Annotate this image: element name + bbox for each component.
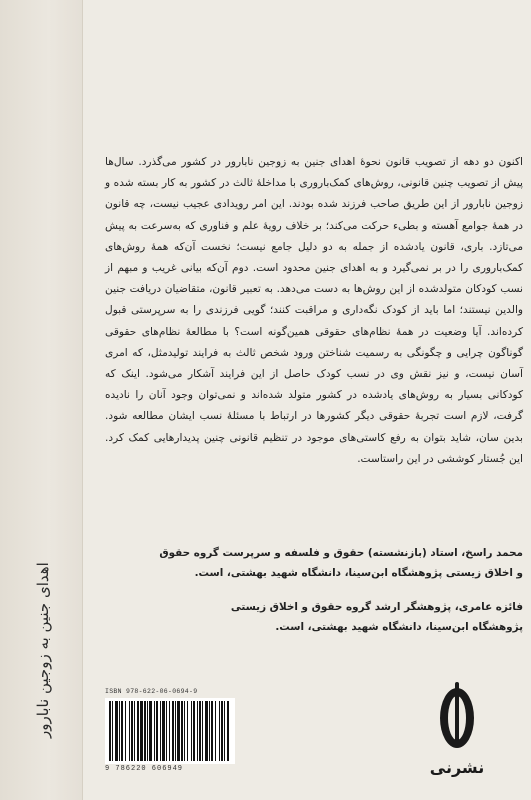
publisher-logo [427,680,487,782]
author-1-bio [105,543,523,583]
publisher-name: نشرنی [429,758,485,777]
blurb-text: اکنون دو دهه از تصویب قانون نحوهٔ اهدای جنین به زوجین نابارور در کشور می‌گذرد. سال‌ها پیش از تصویب چنین قانونی، روش‌های کمک‌باروری با مداخلهٔ ثالث در کشور به کار بسته شده و زوجین نابارور از این طریق صاحب فرزند شده بودند. این امر رویدادی عجیب نیست، چه قانون در همهٔ جوامع آهسته و بطیء حرکت می‌کند؛ بر خلاف رویهٔ علم و فناوری که به‌سرعت به پیش می‌تازد. باری، قانون یادشده از جمله به دو دلیل جامع نیست؛ نخست آن‌که همهٔ روش‌های کمک‌باروری را در بر نمی‌گیرد و به اهدای جنین محدود است. دوم آن‌که بیانی غریب و مبهم از نسب کودکان متولدشده از این روش‌ها به دست می‌دهد. به تعبیر قانون، متقاضیان دریافت جنین والدین نیستند؛ اما باید از کودک نگه‌داری و مراقبت کنند؛ گویی فرزندی را به سرپرستی قبول کرده‌اند. آیا وضعیت در همهٔ نظام‌های حقوقی همین‌گونه است؟ با مطالعهٔ نظام‌های حقوقی گوناگون چرایی و چگونگی به رسمیت شناختن ورود شخص ثالث به فرایند تولیدمثل، که امری آسان نیست، و نیز نقش وی در نسب کودک حاصل از این فرایند آشکار می‌شود. اینک که کودکانی بسیار به روش‌های یادشده در کشور متولد شده‌اند و نمی‌توان وجود آنان را نادیده گرفت، لازم است تجربهٔ حقوقی دیگر کشورها در ارتباط با مسئلهٔ نسب ایشان مطالعه شود. بدین سان، شاید بتوان به رفع کاستی‌های موجود در تنظیم قانونی چنین پدیدارهایی کمک کرد. این جُستار کوششی در این راستاست. [105,156,523,465]
isbn-label: ISBN 978-622-06-0694-9 [105,688,198,695]
publisher-reed-icon [432,680,482,752]
spine-title: اهدای جنین به زوجین نابارور [34,562,52,738]
author-2-line-1: فائزه عامری، پژوهشگر ارشد گروه حقوق و اخلاق زیستی [230,601,523,613]
author-2-bio [105,597,523,637]
barcode-number: 9 786220 606949 [105,765,184,773]
author-2-line-2: پژوهشگاه ابن‌سینا، دانشگاه شهید بهشتی، است. [275,621,523,633]
author-1-line-1: محمد راسخ، استاد (بازنشسته) حقوق و فلسفه و سرپرست گروه حقوق [159,547,523,559]
back-cover [83,0,531,800]
barcode-icon [105,698,235,764]
author-1-line-2: و اخلاق زیستی پژوهشگاه ابن‌سینا، دانشگاه شهید بهشتی، است. [194,567,523,579]
book-spine [0,0,83,800]
